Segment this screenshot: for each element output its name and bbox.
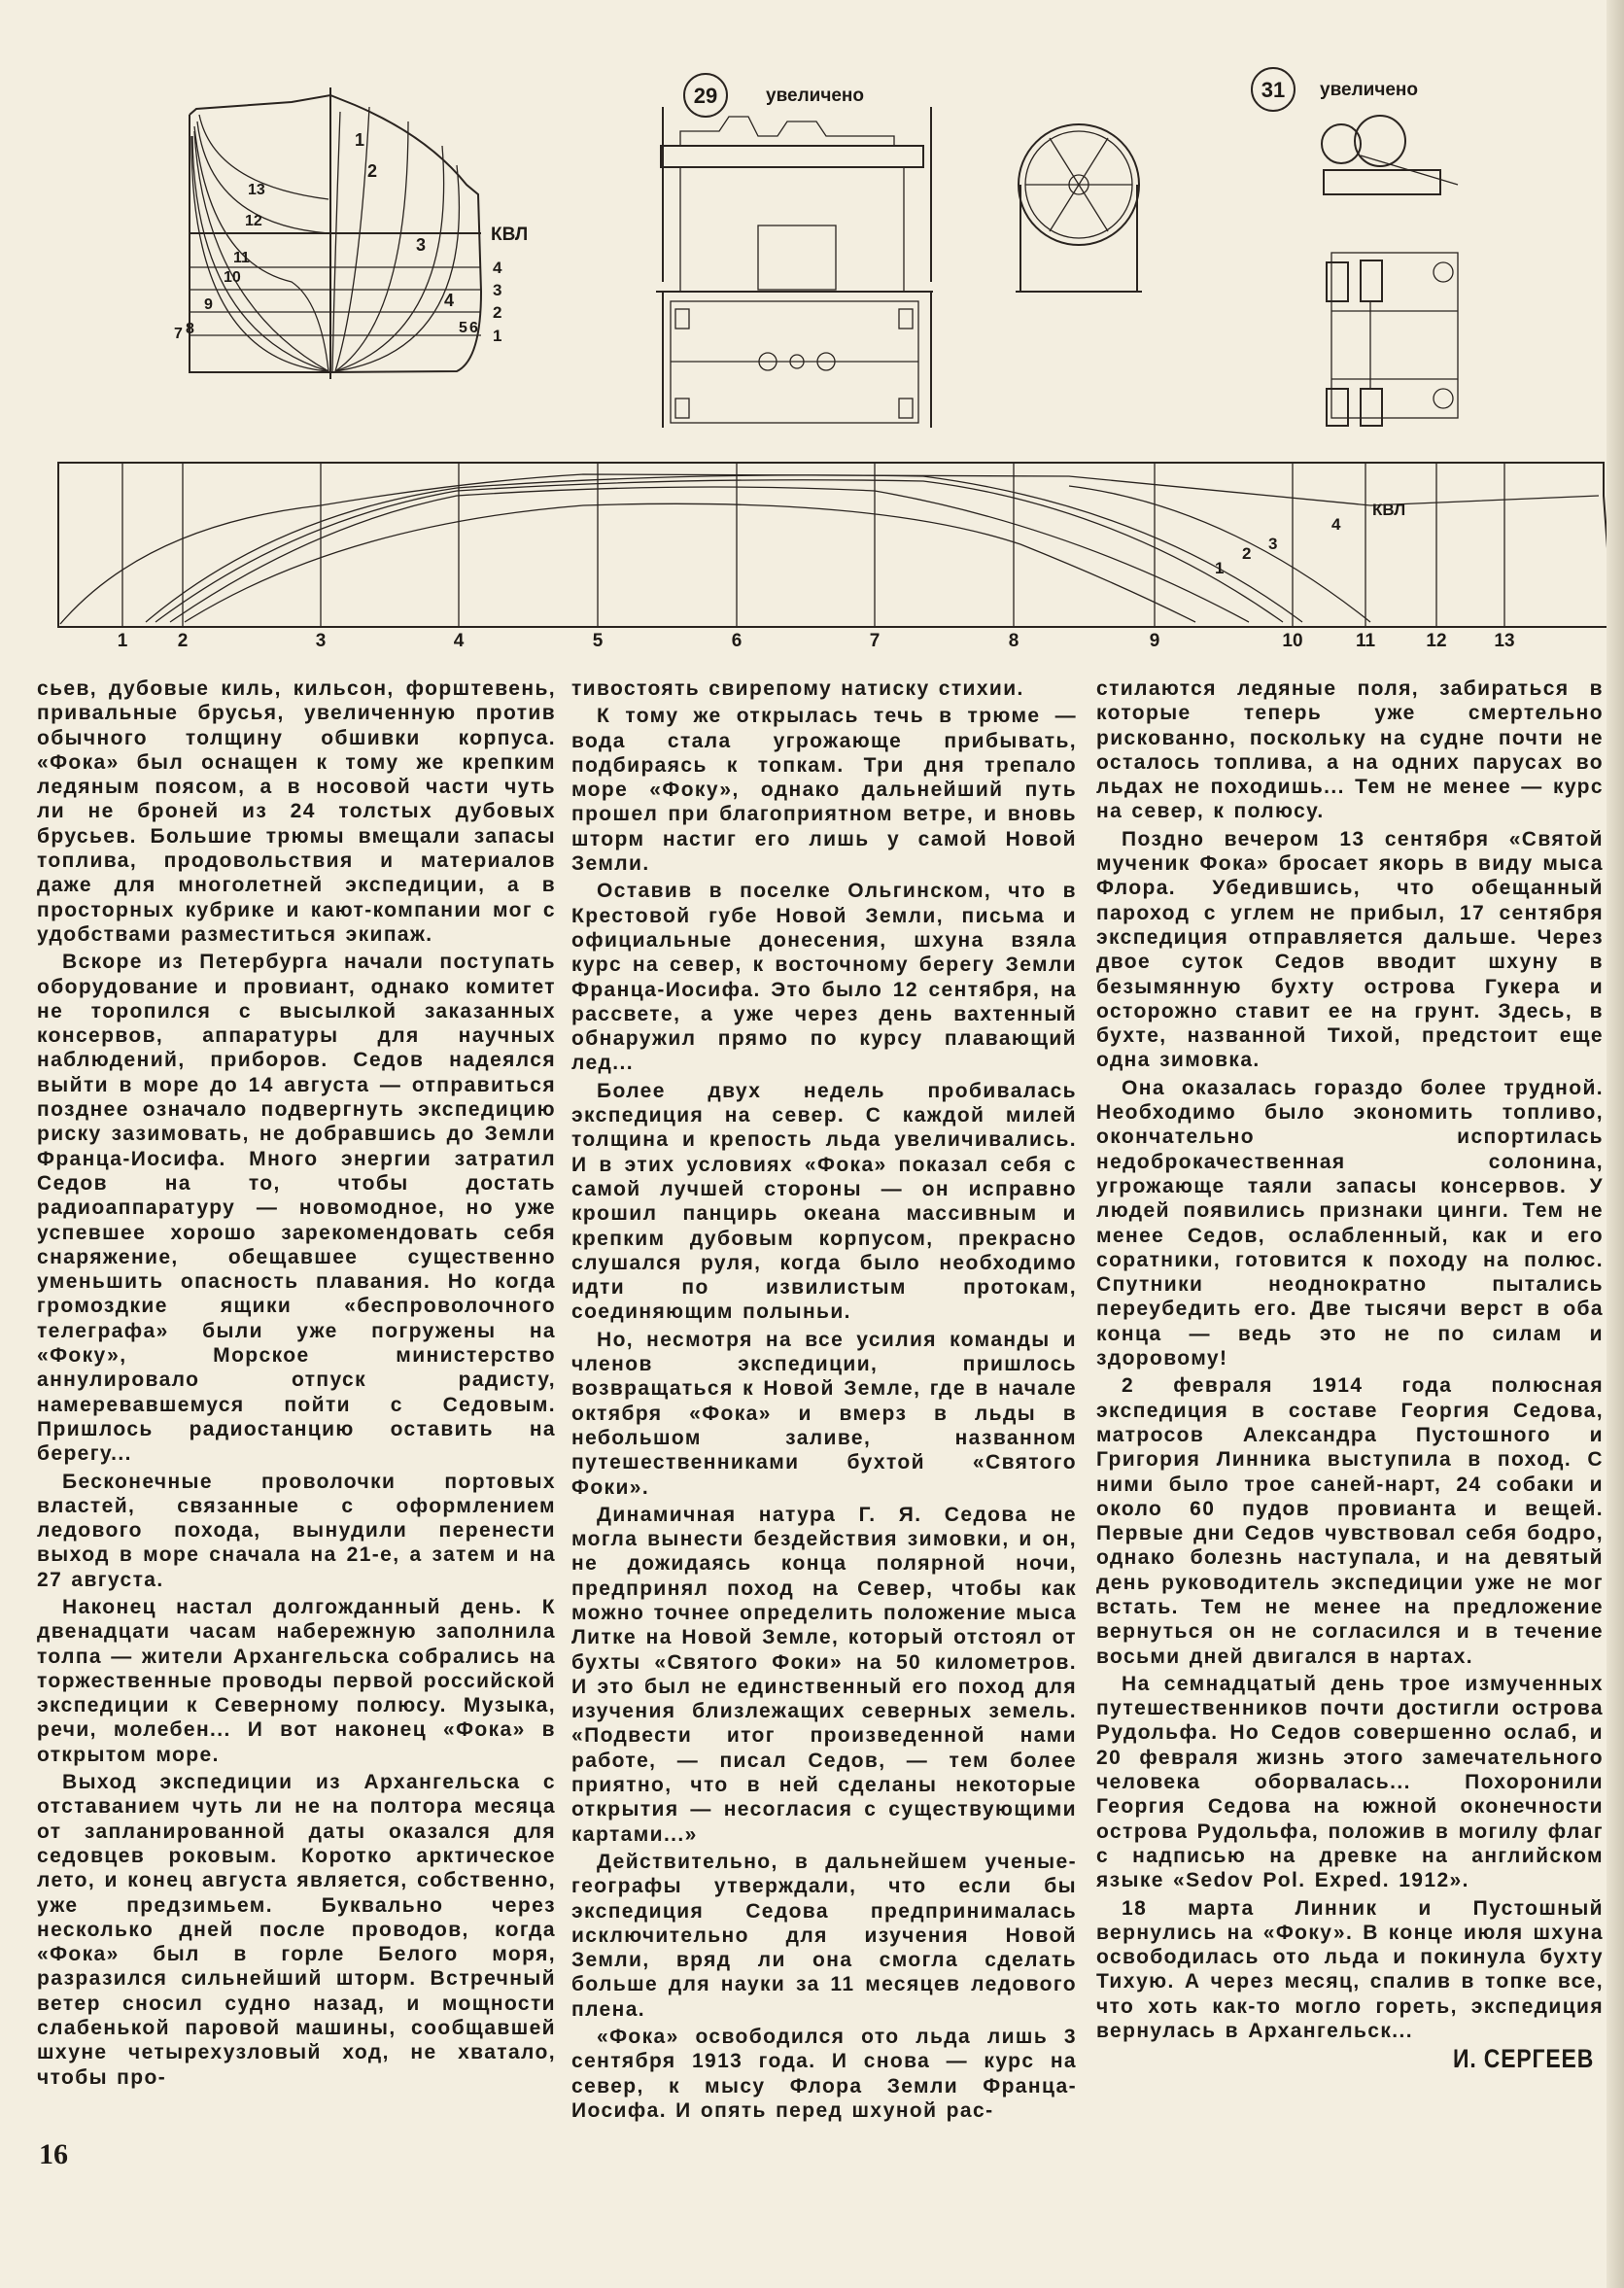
station-number: 4 (453, 631, 465, 651)
waterline-label: КВЛ (491, 225, 529, 245)
frame-number: 2 (367, 161, 378, 181)
waterline-number: 1 (493, 327, 502, 345)
profile-curve-label: 1 (1215, 559, 1225, 577)
profile-waterline-label: КВЛ (1372, 501, 1406, 519)
station-number: 11 (1355, 631, 1376, 651)
article-paragraph: Бесконечные проволочки портовых властей, связанные с оформлением ледового похода, вынудили перенести выход в море сначала на 21-е, а затем и на 27 августа. (37, 1470, 556, 1591)
waterline-number: 2 (493, 303, 502, 322)
figure-31-windlass (1252, 68, 1458, 426)
page-number: 16 (39, 2138, 68, 2170)
station-number: 3 (315, 631, 327, 651)
article-paragraph: Вскоре из Петербурга начали поступать оборудование и провиант, однако комитет не торопился с высылкой заказанных консервов, аппаратуры для научных наблюдений, приборов. Седов надеялся выйти в море до 14 августа — отправиться позднее означало подвергнуть экспедицию риску зазимовать, не добравшись до Земли Франца-Иосифа. Много энергии затратил Седов на то, чтобы достать радиоаппаратуру — новомодное, но уже успевшее хорошо зарекомендовать себя снаряжение, обещавшее существенно уменьшить опасность плавания. Но когда громоздкие ящики «беспроволочного телеграфа» были уже погружены на «Фоку», Морское министерство аннулировало отпуск радисту, намеревавшемуся пойти с Седовым. Пришлось радиостанцию оставить на берегу... (37, 951, 556, 1466)
frame-number: 10 (224, 269, 241, 286)
station-number: 9 (1149, 631, 1160, 651)
station-number: 7 (869, 631, 881, 651)
figure-number: 31 (1261, 78, 1286, 102)
station-number: 2 (177, 631, 189, 651)
article-column-3 (1096, 676, 1604, 2043)
figure-number: 29 (693, 84, 718, 108)
article-paragraph: Оставив в поселке Ольгинском, что в Крестовой губе Новой Земли, письма и официальные донесения, шхуна взяла курс на север, к восточному берегу Земли Франца-Иосифа. Это было 12 сентября, на рассвете, а уже через день вахтенный обнаружил прямо по курсу плавающий лед... (571, 880, 1077, 1075)
profile-curve-label: 2 (1242, 544, 1252, 563)
frame-number: 9 (204, 296, 213, 313)
article-paragraph: Наконец настал долгожданный день. К двенадцати часам набережную заполнила толпа — жители Архангельска собрались на торжественные проводы первой российской экспедиции к Северному полюсу. Музыка, речи, молебен... И вот наконец «Фока» в открытом море. (37, 1595, 556, 1766)
profile-curve-label: 3 (1268, 535, 1278, 553)
station-number: 13 (1494, 631, 1515, 651)
frame-number: 8 (186, 321, 194, 337)
article-paragraph: Динамичная натура Г. Я. Седова не могла вынести бездействия зимовки, и он, не дожидаясь конца полярной ночи, предпринял поход на Север, чтобы как можно точнее определить положение мыса Литке на Новой Земле, который отстоял от бухты «Святого Фоки» на 50 километров. И это был не единственный его поход для изучения близлежащих северных земель. «Подвести итог произведенной нами работе, — писал Седов, — тем более приятно, что в ней сделаны некоторые открытия — несогласия с существующими картами...» (571, 1503, 1077, 1846)
frame-number: 3 (416, 235, 427, 255)
article-paragraph: Поздно вечером 13 сентября «Святой мученик Фока» бросает якорь в виду мыса Флора. Убедившись, что обещанный пароход с углем не прибыл, 17 сентября экспедиция отправляется дальше. Через двое суток Седов вводит шхуну в безымянную бухту острова Гукера и осторожно ставит ее на грунт. Здесь, в бухте, названной Тихой, предстоит еще одна зимовка. (1096, 827, 1604, 1072)
frame-number: 4 (444, 291, 455, 310)
waterline-number: 4 (493, 259, 502, 277)
station-number: 5 (592, 631, 604, 651)
article-author: И. СЕРГЕЕВ (1453, 2044, 1595, 2073)
frame-number: 6 (469, 320, 478, 336)
article-column-1 (37, 676, 556, 2090)
figure-29-winch (656, 74, 933, 428)
hull-profile-drawing (58, 463, 1613, 651)
figure-caption: увеличено (766, 86, 864, 106)
article-paragraph: Более двух недель пробивалась экспедиция на север. С каждой милей толщина и крепость льда увеличивались. И в этих условиях «Фока» показал себя с самой лучшей стороны — он исправно крошил панцирь океана массивным и крепким дубовым корпусом, прекрасно слушался руля, когда было необходимо идти по извилистым протокам, соединяющим полыньи. (571, 1079, 1077, 1324)
frame-number: 12 (245, 213, 262, 229)
body-plan-drawing (174, 87, 528, 379)
article-paragraph: стилаются ледяные поля, забираться в которые теперь уже смертельно рискованно, поскольку на судне почти не осталось топлива, а на одних парусах во льдах не походишь... Тем не менее — курс на север, к полюсу. (1096, 677, 1604, 823)
station-number: 10 (1282, 631, 1303, 651)
ship-drawings (0, 0, 1624, 680)
article-paragraph: 2 февраля 1914 года полюсная экспедиция в составе Георгия Седова, матросов Александра Пустошного и Григория Линника выступила в поход. С ними было трое саней-нарт, 24 собаки и около 60 пудов провианта и вещей. Первые дни Седов чувствовал себя бодро, однако болезнь наступала, и на девятый день руководитель экспедиции уже не мог встать. Тем не менее на предложение вернуться он не согласился и в течение восьми дней двигался в нартах. (1096, 1374, 1604, 1668)
station-number: 8 (1008, 631, 1019, 651)
wheel-drawing (1016, 124, 1142, 292)
article-paragraph: Выход экспедиции из Архангельска с отставанием чуть ли не на полтора месяца от запланированной даты оказался для седовцев роковым. Коротко арктическое лето, и конец августа является, собственно, уже предзимьем. Буквально через несколько дней после проводов, когда «Фока» был в горле Белого моря, разразился сильнейший шторм. Встречный ветер сносил судно назад, и мощности слабенькой паровой машины, сообщавшей шхуне четырехузловый ход, не хватало, чтобы про- (37, 1771, 556, 2089)
frame-number: 5 (459, 320, 467, 336)
frame-number: 11 (233, 250, 250, 266)
article-paragraph: Но, несмотря на все усилия команды и членов экспедиции, пришлось возвращаться к Новой Земле, где в начале октября «Фока» и вмерз в льды в небольшом заливе, названном путешественниками бухтой «Святого Фоки». (571, 1328, 1077, 1499)
frame-number: 1 (355, 130, 365, 150)
article-column-2 (571, 676, 1077, 2123)
page-edge-shadow (1607, 0, 1624, 2288)
article-paragraph: На семнадцатый день трое измученных путешественников почти достигли острова Рудольфа. Но Седов совершенно ослаб, и 20 февраля жизнь этого замечательного человека оборвалась... Похоронили Георгия Седова на южной оконечности острова Рудольфа, положив в могилу флаг с надписью на древке на английском языке «Sedov Pol. Exped. 1912». (1096, 1672, 1604, 1892)
figure-caption: увеличено (1320, 80, 1418, 100)
frame-number: 7 (174, 326, 183, 342)
station-number: 1 (117, 631, 128, 651)
article-paragraph: Она оказалась гораздо более трудной. Необходимо было экономить топливо, окончательно испортилась недоброкачественная солонина, угрожающе таяли запасы консервов. У людей появились признаки цинги. Тем не менее Седов, ослабленный, как и его соратники, готовится к походу на полюс. Спутники неоднократно пытались переубедить его. Две тысячи верст в оба конца — ведь это не по силам и здоровому! (1096, 1076, 1604, 1370)
article-paragraph: К тому же открылась течь в трюме — вода стала угрожающе прибывать, подбираясь к топкам. Три дня трепало море «Фоку», однако дальнейший путь прошел при благоприятном ветре, и вновь шторм настиг его лишь у самой Новой Земли. (571, 705, 1077, 876)
article-paragraph: 18 марта Линник и Пустошный вернулись на «Фоку». В конце июля шхуна освободилась ото льда и покинула бухту Тихую. А через месяц, спалив в топке все, что хоть как-то могло гореть, экспедиция вернулась в Архангельск... (1096, 1896, 1604, 2043)
frame-number: 13 (248, 182, 265, 198)
article-paragraph: сьев, дубовые киль, кильсон, форштевень, привальные брусья, увеличенную против обычного толщину обшивки корпуса. «Фока» был оснащен к тому же крепким ледяным поясом, а в носовой части чуть ли не броней из 24 толстых дубовых брусьев. Большие трюмы вмещали запасы топлива, продовольствия и материалов даже для многолетней экспедиции, а в просторных кубрике и кают-компании мог с удобствами разместиться экипаж. (37, 677, 556, 946)
station-number: 12 (1426, 631, 1447, 651)
profile-curve-label: 4 (1331, 515, 1341, 534)
article-paragraph: Действительно, в дальнейшем ученые-географы утверждали, что если бы экспедиция Седова предпринималась исключительно для изучения Новой Земли, вряд ли она смогла сделать больше для науки за 11 месяцев ледового плена. (571, 1850, 1077, 2021)
article-paragraph: тивостоять свирепому натиску стихии. (571, 677, 1024, 700)
article-paragraph: «Фока» освободился ото льда лишь 3 сентября 1913 года. И снова — курс на север, к мысу Флора Земли Франца-Иосифа. И опять перед шхуной рас- (571, 2026, 1077, 2122)
station-number: 6 (731, 631, 743, 651)
waterline-number: 3 (493, 281, 502, 299)
